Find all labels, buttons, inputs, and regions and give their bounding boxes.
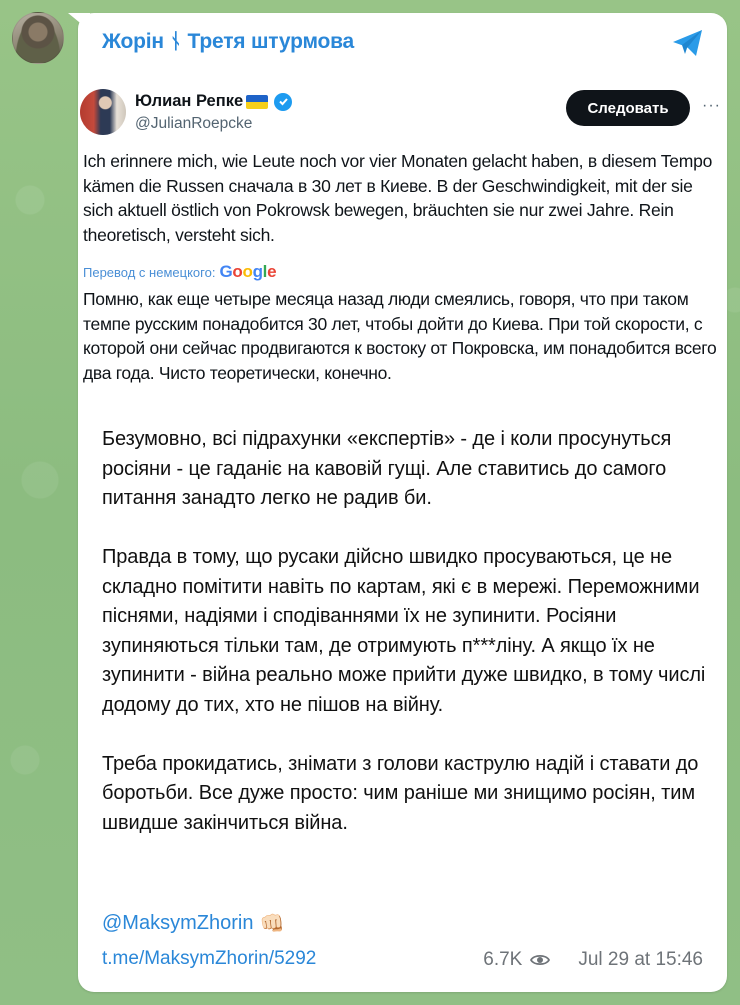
verified-badge-icon [274, 93, 292, 111]
author-mention-link[interactable] [102, 911, 284, 936]
ukraine-flag-icon [246, 95, 268, 109]
eye-icon [530, 953, 550, 967]
google-logo: Google [219, 262, 277, 281]
tweet-original-text: Ich erinnere mich, wie Leute noch vor vier Monaten gelacht haben, в diesem Tempo kämen die Russen сначала в 30 лет в Киеве. В der Geschwindigkeit, mit der sie sich aktuell östlich von Pokrowsk bewegen, bräuchten sie nur zwei Jahre. Rein theoretisch, versteht sich. [83, 151, 713, 245]
tweet-author-name [135, 92, 292, 111]
tweet-author-handle: @JulianRoepcke [135, 115, 253, 132]
view-count: 6.7K [483, 949, 523, 970]
translate-label: Перевод с немецкого: [83, 265, 216, 280]
message-bubble [78, 13, 727, 992]
channel-avatar[interactable] [12, 12, 64, 64]
more-options-icon: ··· [702, 97, 721, 114]
post-paragraph: Безумовно, всі підрахунки «експертів» - де і коли просунуться росіяни - це гаданіє на кавовій гущі. Але ставитись до самого питання занадто легко не радив би. [102, 428, 672, 509]
message-timestamp: Jul 29 at 15:46 [578, 949, 703, 970]
post-link[interactable]: t.me/MaksymZhorin/5292 [102, 948, 317, 969]
channel-title[interactable]: Жорін ᚾ Третя штурмова [102, 30, 355, 53]
post-body [102, 425, 712, 868]
tweet-translated-text: Помню, как еще четыре месяца назад люди смеялись, говоря, что при таком темпе русским понадобится 30 лет, чтобы дойти до Киева. При той скорости, с которой они сейчас продвигаются к востоку от Покровска, им понадобится всего два года. Чисто теоретически, конечно. [83, 289, 717, 383]
author-name-text: Юлиан Репке [135, 92, 244, 110]
post-paragraph: Правда в тому, що русаки дійсно швидко просуваються, це не складно помітити навіть по картам, які є в мережі. Переможними піснями, надіями і сподіваннями їх не зупинити. Росіяни зупиняються тільки там, де отримують п***ліну. А якщо їх не зупинити - війна реально може прийти дуже швидко, в тому числі додому до тих, хто не пішов на війну. [102, 546, 706, 716]
mention-text[interactable]: @MaksymZhorin [102, 912, 254, 934]
embedded-tweet-screenshot [80, 85, 725, 415]
telegram-paper-plane-icon[interactable] [671, 27, 705, 59]
translation-attribution [83, 262, 276, 282]
message-meta [483, 949, 703, 971]
follow-button: Следовать [566, 90, 690, 126]
tweet-author-avatar [80, 89, 126, 135]
post-paragraph: Треба прокидатись, знімати з голови каструлю надій і ставати до боротьби. Все дуже просто: чим раніше ми знищимо росіян, тим швидше закінчиться війна. [102, 752, 699, 834]
fist-emoji-icon: 👊🏻 [259, 913, 285, 935]
